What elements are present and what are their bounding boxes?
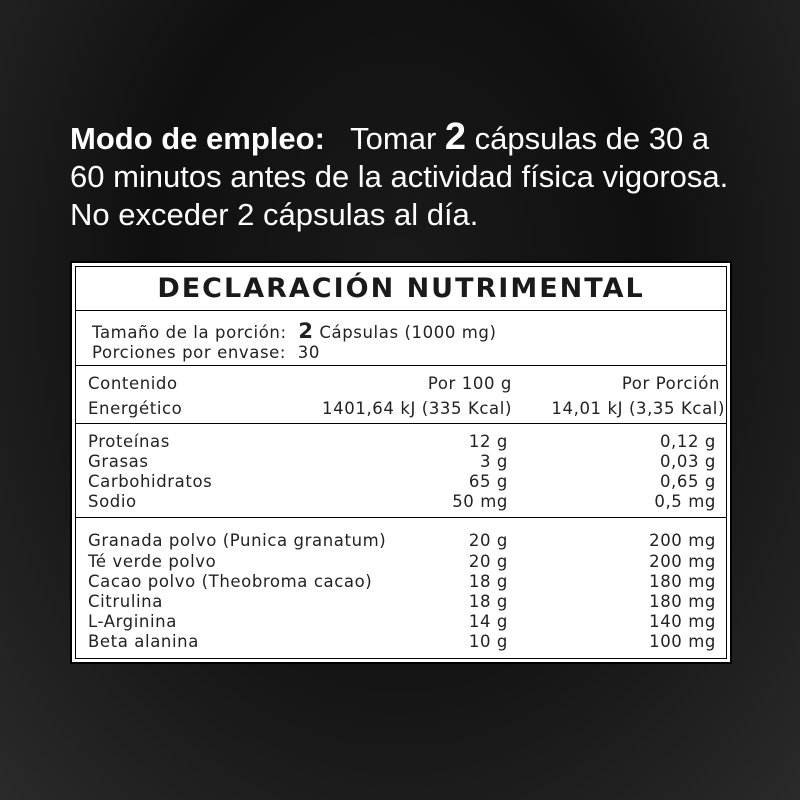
energy-label-line1: Contenido (88, 374, 178, 393)
energy-per-100g: 1401,64 kJ (335 Kcal) (322, 399, 512, 418)
macro-per100: 12 g (468, 432, 508, 451)
ingredient-per100: 18 g (468, 592, 508, 611)
usage-line1-post: cápsulas de 30 a (466, 121, 710, 156)
ingredient-name: Citrulina (88, 592, 163, 611)
ingredient-per100: 20 g (468, 552, 508, 571)
energy-per-portion: 14,01 kJ (3,35 Kcal) (551, 399, 725, 418)
ingredient-portion: 100 mg (649, 632, 716, 651)
macro-per100: 50 mg (452, 492, 508, 511)
macro-name: Carbohidratos (88, 472, 213, 491)
ingredient-per100: 10 g (468, 632, 508, 651)
macro-portion: 0,65 g (659, 472, 716, 491)
per-portion-header: Por Porción (621, 374, 720, 393)
ingredient-name: Beta alanina (88, 632, 199, 651)
ingredient-portion: 200 mg (649, 531, 716, 550)
servings-per-container-label: Porciones por envase: (92, 343, 287, 362)
macro-per100: 65 g (468, 472, 508, 491)
energy-label-line2: Energético (88, 399, 183, 418)
macro-name: Sodio (88, 492, 137, 511)
usage-instructions (70, 118, 770, 234)
per-100g-header: Por 100 g (427, 374, 512, 393)
nutrition-panel (70, 261, 732, 664)
macro-portion: 0,03 g (659, 452, 716, 471)
usage-capsule-count: 2 (444, 116, 467, 158)
macro-per100: 3 g (479, 452, 508, 471)
serving-size-number: 2 (298, 319, 314, 343)
macro-portion: 0,12 g (659, 432, 716, 451)
divider-macros (75, 517, 727, 518)
serving-size-unit: Cápsulas (1000 mg) (319, 323, 497, 342)
ingredient-name: Cacao polvo (Theobroma cacao) (88, 572, 373, 591)
ingredient-per100: 18 g (468, 572, 508, 591)
ingredient-per100: 14 g (468, 612, 508, 631)
macro-name: Grasas (88, 452, 149, 471)
usage-line-1 (70, 118, 770, 158)
servings-per-container-row (92, 343, 320, 362)
divider-energy (75, 423, 727, 424)
usage-line-2: 60 minutos antes de la actividad física vigorosa. (70, 159, 729, 194)
usage-label: Modo de empleo: (70, 121, 325, 156)
ingredient-name: Té verde polvo (88, 552, 217, 571)
ingredient-per100: 20 g (468, 531, 508, 550)
servings-per-container-value: 30 (297, 343, 320, 362)
ingredient-name: L-Arginina (88, 612, 177, 631)
ingredient-portion: 200 mg (649, 552, 716, 571)
usage-line1-pre: Tomar (350, 121, 445, 156)
macro-name: Proteínas (88, 432, 170, 451)
macro-portion: 0,5 mg (654, 492, 716, 511)
divider-title (75, 310, 727, 311)
usage-line-3: No exceder 2 cápsulas al día. (70, 197, 479, 232)
serving-size-row (92, 319, 497, 343)
panel-title: DECLARACIÓN NUTRIMENTAL (157, 273, 645, 304)
divider-serving (75, 365, 727, 366)
serving-size-label: Tamaño de la porción: (92, 323, 287, 342)
ingredient-portion: 180 mg (649, 572, 716, 591)
ingredient-name: Granada polvo (Punica granatum) (88, 531, 387, 550)
ingredient-portion: 140 mg (649, 612, 716, 631)
ingredient-portion: 180 mg (649, 592, 716, 611)
